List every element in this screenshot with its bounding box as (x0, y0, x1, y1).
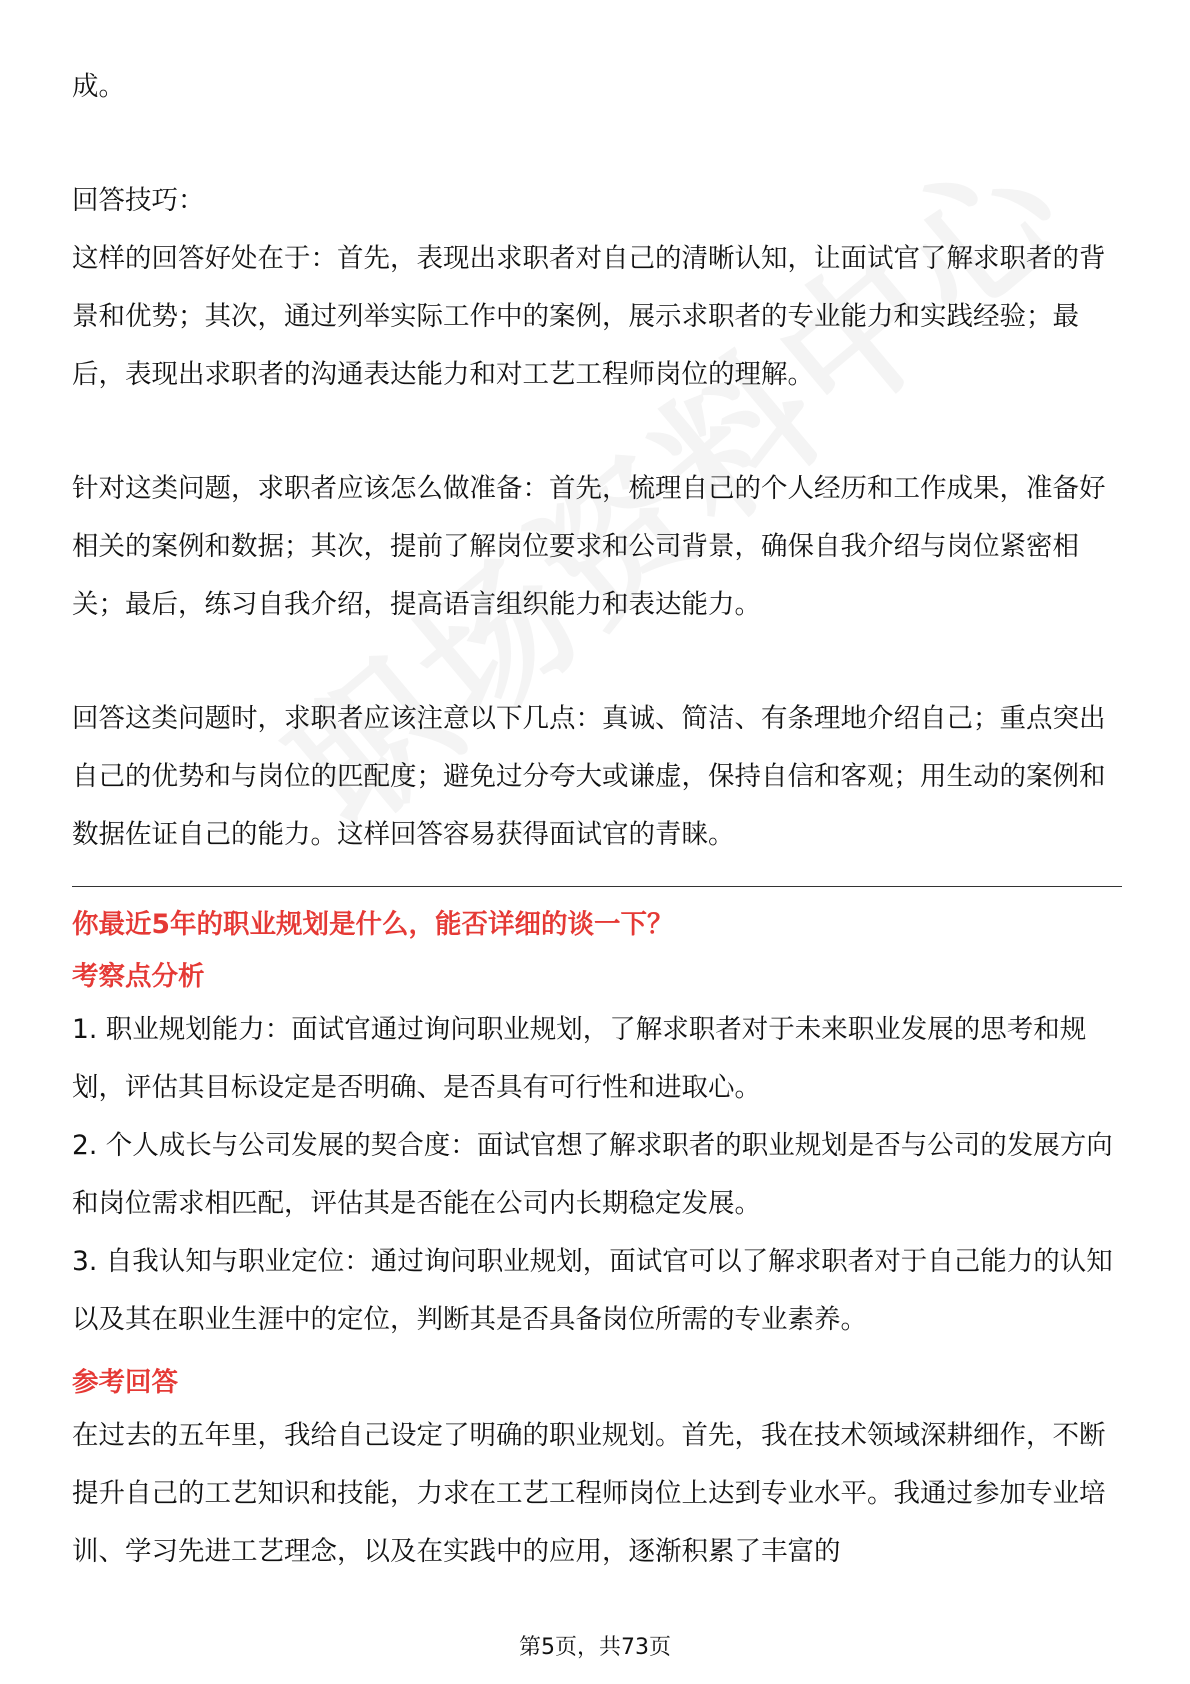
spacer (72, 634, 1122, 690)
preparation-paragraph: 针对这类问题，求职者应该怎么做准备：首先，梳理自己的个人经历和工作成果，准备好相关的案例和数据；其次，提前了解岗位要求和公司背景，确保自我介绍与岗位紧密相关；最后，练习自我介绍，提高语言组织能力和表达能力。 (72, 473, 1106, 620)
tips-paragraph: 这样的回答好处在于：首先，表现出求职者对自己的清晰认知，让面试官了解求职者的背景和优势；其次，通过列举实际工作中的案例，展示求职者的专业能力和实践经验；最后，表现出求职者的沟通表达能力和对工艺工程师岗位的理解。 (72, 243, 1106, 390)
page-content (72, 58, 1122, 1581)
section-divider (72, 886, 1122, 887)
analysis-item: 3. 自我认知与职业定位：通过询问职业规划，面试官可以了解求职者对于自己能力的认知以及其在职业生涯中的定位，判断其是否具备岗位所需的专业素养。 (72, 1246, 1113, 1335)
notes-paragraph: 回答这类问题时，求职者应该注意以下几点：真诚、简洁、有条理地介绍自己；重点突出自己的优势和与岗位的匹配度；避免过分夸大或谦虚，保持自信和客观；用生动的案例和数据佐证自己的能力。这样回答容易获得面试官的青睐。 (72, 703, 1106, 850)
tips-label: 回答技巧： (72, 185, 205, 216)
intro-tail: 成。 (72, 71, 125, 102)
page-number: 第5页，共73页 (519, 1635, 671, 1660)
analysis-heading: 考察点分析 (72, 961, 205, 992)
analysis-item: 1. 职业规划能力：面试官通过询问职业规划，了解求职者对于未来职业发展的思考和规划，评估其目标设定是否明确、是否具有可行性和进取心。 (72, 1014, 1087, 1103)
answer-heading: 参考回答 (72, 1367, 178, 1398)
spacer (72, 404, 1122, 460)
answer-paragraph: 在过去的五年里，我给自己设定了明确的职业规划。首先，我在技术领域深耕细作，不断提升自己的工艺知识和技能，力求在工艺工程师岗位上达到专业水平。我通过参加专业培训、学习先进工艺理念，以及在实践中的应用，逐渐积累了丰富的 (72, 1420, 1106, 1567)
question-heading: 你最近5年的职业规划是什么，能否详细的谈一下？ (72, 909, 674, 940)
analysis-item: 2. 个人成长与公司发展的契合度：面试官想了解求职者的职业规划是否与公司的发展方向和岗位需求相匹配，评估其是否能在公司内长期稳定发展。 (72, 1130, 1113, 1219)
spacer (72, 116, 1122, 172)
